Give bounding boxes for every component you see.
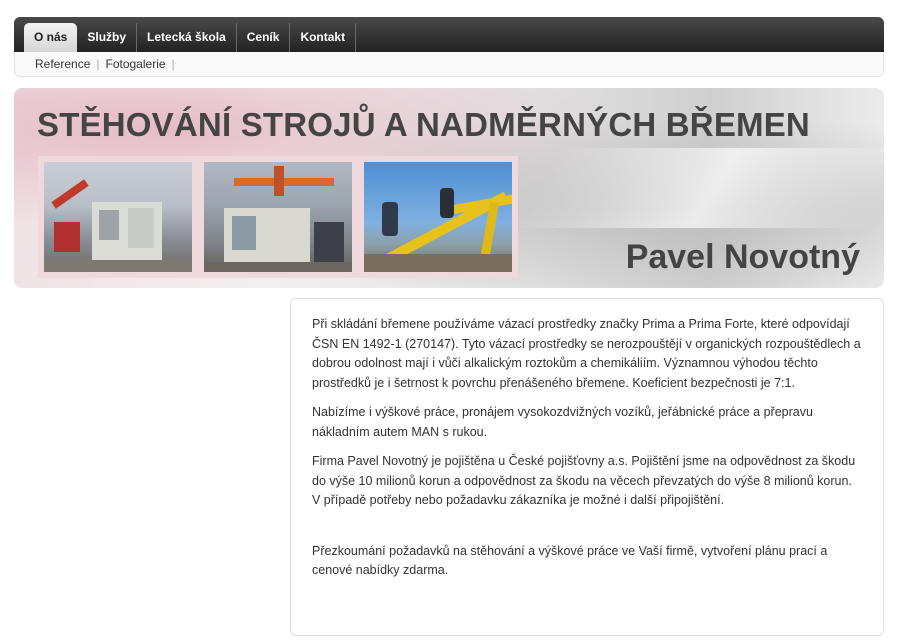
paragraph-services: Nabízíme i výškové práce, pronájem vysokozdvižných vozíků, jeřábnické práce a přepravu nákladním autem MAN s rukou. [312,405,813,439]
nav-item-sluzby[interactable]: Služby [77,23,137,52]
photo-machine-crane [44,162,192,272]
nav-item-kontakt[interactable]: Kontakt [290,23,356,52]
nav-item-o-nas[interactable]: O nás [24,23,77,52]
subnav-divider: | [96,57,100,71]
banner-title: STĚHOVÁNÍ STROJŮ A NADMĚRNÝCH BŘEMEN [37,106,810,143]
subnav-item-reference[interactable]: Reference [35,57,91,71]
photo-height-work [364,162,512,272]
paragraph-insurance: Firma Pavel Novotný je pojištěna u České pojišťovny a.s. Pojištění jsme na odpovědnost za škodu do výše 10 milionů korun a odpovědnost za škodu na věcech převzatých do výše 8 milionů korun. V případě potřeby nebo požadavku zákazníka je možné i další připojištění. [312,454,856,507]
header-banner [14,88,884,288]
photo-strip [38,156,518,278]
main-nav [14,17,884,52]
banner-decoration [511,148,884,228]
banner-company-name: Pavel Novotný [625,238,860,276]
paragraph-binding-equipment: Při skládání břemene používáme vázací prostředky značky Prima a Prima Forte, které odpovídají ČSN EN 1492-1 (270147). Tyto vázací prostředky se nerozpouštějí v organických rozpouštědlech a dobrou odolnost mají i vůči alkalickým roztokům a chemikáliím. Významnou výhodou těchto prostředků je i šetrnost k povrchu přenášeného břemene. Koeficient bezpečnosti je 7:1. [312,317,861,390]
subnav-item-fotogalerie[interactable]: Fotogalerie [105,57,166,71]
nav-item-cenik[interactable]: Ceník [237,23,291,52]
subnav-divider: | [171,57,175,71]
photo-machine-lift [204,162,352,272]
nav-item-letecka-skola[interactable]: Letecká škola [137,23,237,52]
main-content [290,298,884,636]
sub-nav [14,52,884,77]
paragraph-free-quote: Přezkoumání požadavků na stěhování a výškové práce ve Vaší firmě, vytvoření plánu prací a cenové nabídky zdarma. [312,543,828,577]
